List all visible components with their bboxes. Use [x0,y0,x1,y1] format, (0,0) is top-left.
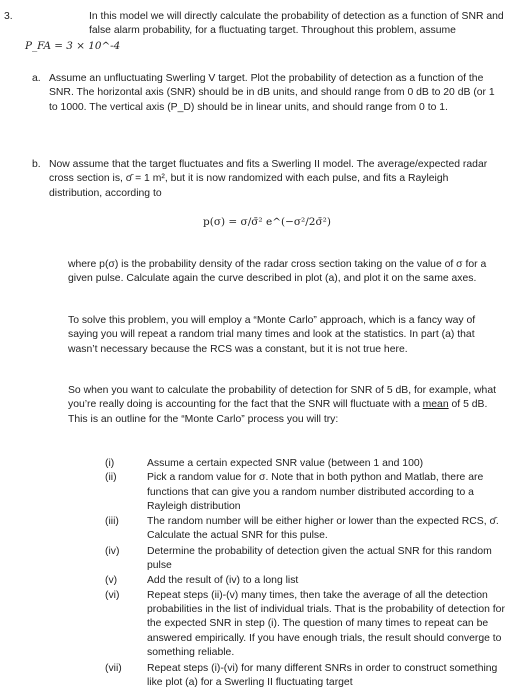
step-text: Repeat steps (ii)-(v) many times, then take the average of all the detection probabilities in the list of individual trials. That is the probability of detection for the expected SNR in step (i). The question of many times to repeat can be answered empirically. If you have enough trials, the result should converge to something reliable. [147,589,505,658]
outline-mean: mean [422,399,449,411]
problem-intro [25,10,515,53]
outline-paragraph [68,384,505,427]
step-text: The random number will be either higher or lower than the expected RCS, σ̄. Calculate the actual SNR for this pulse. [147,516,499,542]
part-a-text: Assume an unfluctuating Swerling V target. Plot the probability of detection as a function of the SNR. The horizontal axis (SNR) should be in dB units, and should range from 0 dB to 20 dB (or 1 to 1000. The vertical axis (P_D) should be in linear units, and should range from 0 to 1. [49,73,495,113]
step-text: Add the result of (iv) to a long list [147,575,299,587]
part-b-text: Now assume that the target fluctuates and fits a Swerling II model. The average/expected radar cross section is, σ̄ = 1 m², but it is now randomized with each pulse, and fits a Rayleigh distribution, according to [49,159,488,199]
step-number: (vi) [105,589,120,601]
step-number: (ii) [105,472,117,484]
part-a-label: a. [32,73,41,84]
step-item [105,662,505,691]
pfa-expression: P_FA = 3 × 10^-4 [25,39,121,52]
outline-post: of 5 dB. This is an outline for the “Monte Carlo” process you will try: [68,399,488,425]
formula-text: p(σ) = σ/σ̄² e^(−σ²/2σ̄²) [203,216,331,228]
step-item [105,589,505,660]
rayleigh-formula [203,215,331,229]
step-item [105,471,505,514]
pfa-value [25,39,515,53]
step-text: Repeat steps (i)-(vi) for many different SNRs in order to construct something like plot (a) for a Swerling II fluctuating target [147,663,498,689]
intro-text: In this model we will directly calculate the probability of detection as a function of SNR and false alarm probability, for a fluctuating target. Throughout this problem, assume [89,11,504,37]
step-text: Pick a random value for σ. Note that in both python and Matlab, there are functions that can give you a random number distributed according to a Rayleigh distribution [147,472,484,512]
step-number: (v) [105,575,118,587]
step-item [105,457,505,471]
step-item [105,515,505,544]
part-b [32,158,504,201]
step-item [105,574,505,588]
monte-carlo-paragraph: To solve this problem, you will employ a “Monte Carlo” approach, which is a fancy way of saying you will repeat a random trial many times and look at the statistics. In part (a) that wasn’t necessary because the RCS was a constant, but it is not true here. [68,315,476,355]
step-number: (vii) [105,663,122,675]
part-b-label: b. [32,159,41,170]
problem-number: 3. [4,11,13,22]
step-number: (iv) [105,545,120,557]
formula-explanation: where p(σ) is the probability density of the radar cross section taking on the value of σ for a given pulse. Calculate again the curve described in plot (a), and plot it on the same axes. [68,259,487,285]
step-text: Assume a certain expected SNR value (between 1 and 100) [147,458,424,469]
outline-pre: So when you want to calculate the probability of detection for SNR of 5 dB, for example, what you’re really doing is accounting for the fact that the SNR will fluctuate with a [68,385,496,411]
part-a [32,72,504,115]
step-text: Determine the probability of detection given the actual SNR for this random pulse [147,545,492,572]
step-number: (i) [105,458,115,469]
monte-carlo-steps [105,457,505,691]
step-number: (iii) [105,516,119,528]
step-item [105,545,505,574]
